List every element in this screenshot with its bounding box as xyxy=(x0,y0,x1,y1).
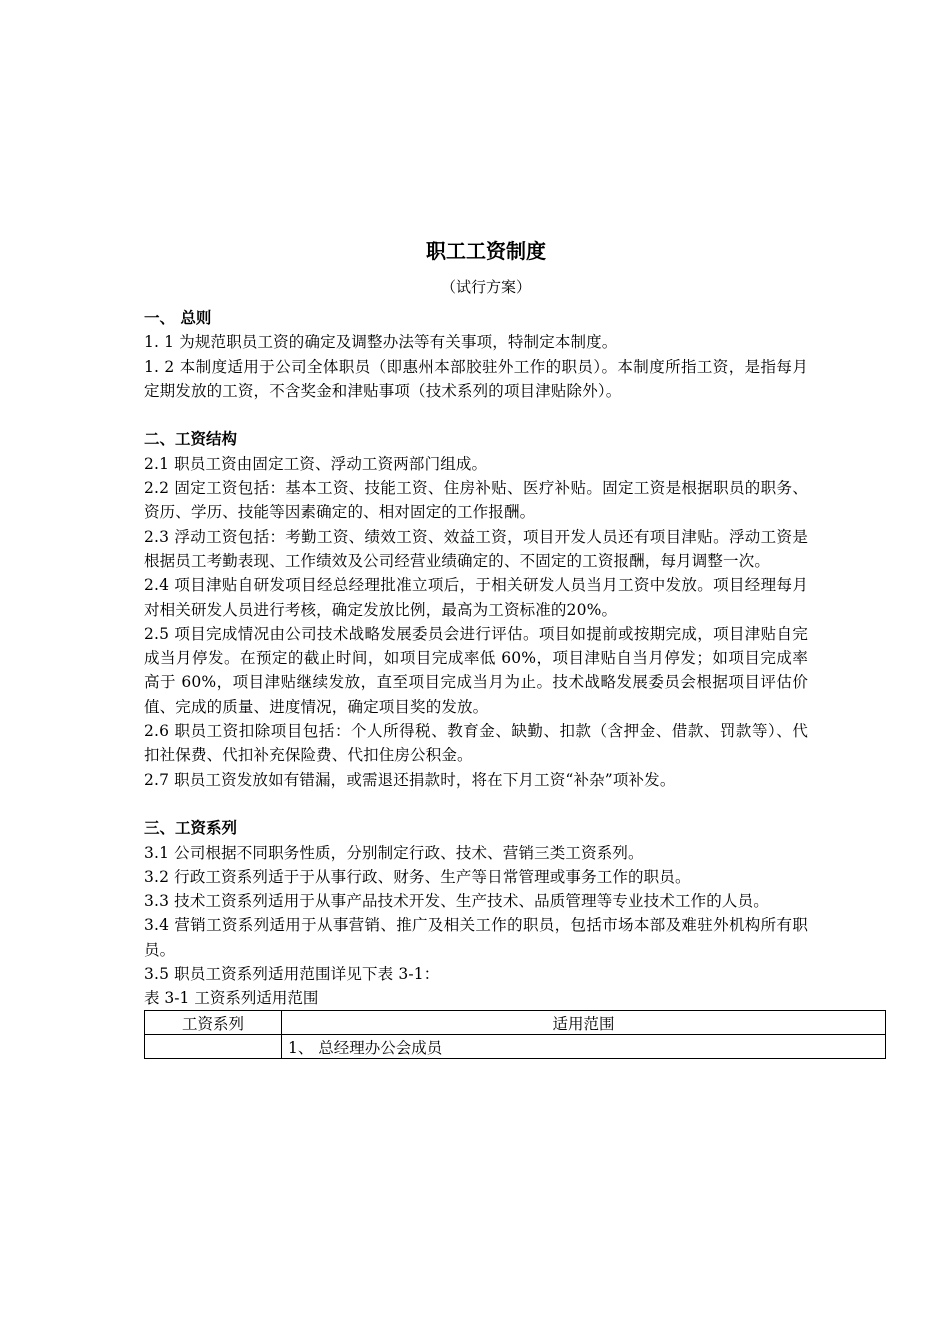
paragraph: 2.5 项目完成情况由公司技术战略发展委员会进行评估。项目如提前或按期完成，项目津贴自完成当月停发。在预定的截止时间，如项目完成率低 60%，项目津贴自当月停发；如项目完成率高于 60%，项目津贴继续发放，直至项目完成当月为止。技术战略发展委员会根据项目评估价值、完成的质量、进度情况，确定项目奖的发放。 xyxy=(144,624,808,716)
section-salary-structure xyxy=(144,427,808,791)
document-subtitle: （试行方案） xyxy=(440,278,531,296)
table-header-cell: 工资系列 xyxy=(145,1011,282,1035)
paragraph: 2.2 固定工资包括：基本工资、技能工资、住房补贴、医疗补贴。固定工资是根据职员的职务、资历、学历、技能等因素确定的、相对固定的工作报酬。 xyxy=(144,479,808,522)
paragraph: 3.4 营销工资系列适用于从事营销、推广及相关工作的职员，包括市场本部及难驻外机构所有职员。 xyxy=(144,916,808,959)
section-heading: 一、 总则 xyxy=(144,309,212,327)
section-heading: 二、工资结构 xyxy=(144,430,238,449)
section-heading: 三、工资系列 xyxy=(144,819,238,838)
section-general xyxy=(144,306,808,403)
document-title: 职工工资制度 xyxy=(426,239,546,263)
salary-series-table xyxy=(144,1010,886,1059)
document-page xyxy=(144,234,808,1059)
paragraph: 2.1 职员工资由固定工资、浮动工资两部门组成。 xyxy=(144,454,488,473)
paragraph: 3.1 公司根据不同职务性质，分别制定行政、技术、营销三类工资系列。 xyxy=(144,843,644,862)
section-salary-series xyxy=(144,816,808,986)
table-caption: 表 3-1 工资系列适用范围 xyxy=(144,989,319,1008)
paragraph: 3.5 职员工资系列适用范围详见下表 3-1： xyxy=(144,965,440,984)
paragraph: 2.4 项目津贴自研发项目经总经理批准立项后，于相关研发人员当月工资中发放。项目经理每月对相关研发人员进行考核，确定发放比例，最高为工资标准的20%。 xyxy=(144,576,808,619)
paragraph: 2.6 职员工资扣除项目包括：个人所得税、教育金、缺勤、扣款（含押金、借款、罚款等）、代扣社保费、代扣补充保险费、代扣住房公积金。 xyxy=(144,722,808,765)
paragraph: 3.2 行政工资系列适于于从事行政、财务、生产等日常管理或事务工作的职员。 xyxy=(144,867,691,886)
table-header-cell: 适用范围 xyxy=(282,1011,886,1035)
paragraph: 2.7 职员工资发放如有错漏，或需退还捐款时，将在下月工资“补杂”项补发。 xyxy=(144,770,676,789)
paragraph: 2.3 浮动工资包括：考勤工资、绩效工资、效益工资，项目开发人员还有项目津贴。浮动工资是根据员工考勤表现、工作绩效及公司经营业绩确定的、不固定的工资报酬，每月调整一次。 xyxy=(144,527,808,570)
paragraph: 1. 1 为规范职员工资的确定及调整办法等有关事项，特制定本制度。 xyxy=(144,333,618,352)
paragraph: 1. 2 本制度适用于公司全体职员（即惠州本部胶驻外工作的职员）。本制度所指工资，是指每月定期发放的工资，不含奖金和津贴事项（技术系列的项目津贴除外）。 xyxy=(144,357,808,400)
table-cell xyxy=(145,1035,282,1059)
paragraph: 3.3 技术工资系列适用于从事产品技术开发、生产技术、品质管理等专业技术工作的人员。 xyxy=(144,892,769,911)
table-row xyxy=(145,1035,886,1059)
table-cell: 1、 总经理办公会成员 xyxy=(282,1035,886,1059)
table-header-row xyxy=(145,1011,886,1035)
